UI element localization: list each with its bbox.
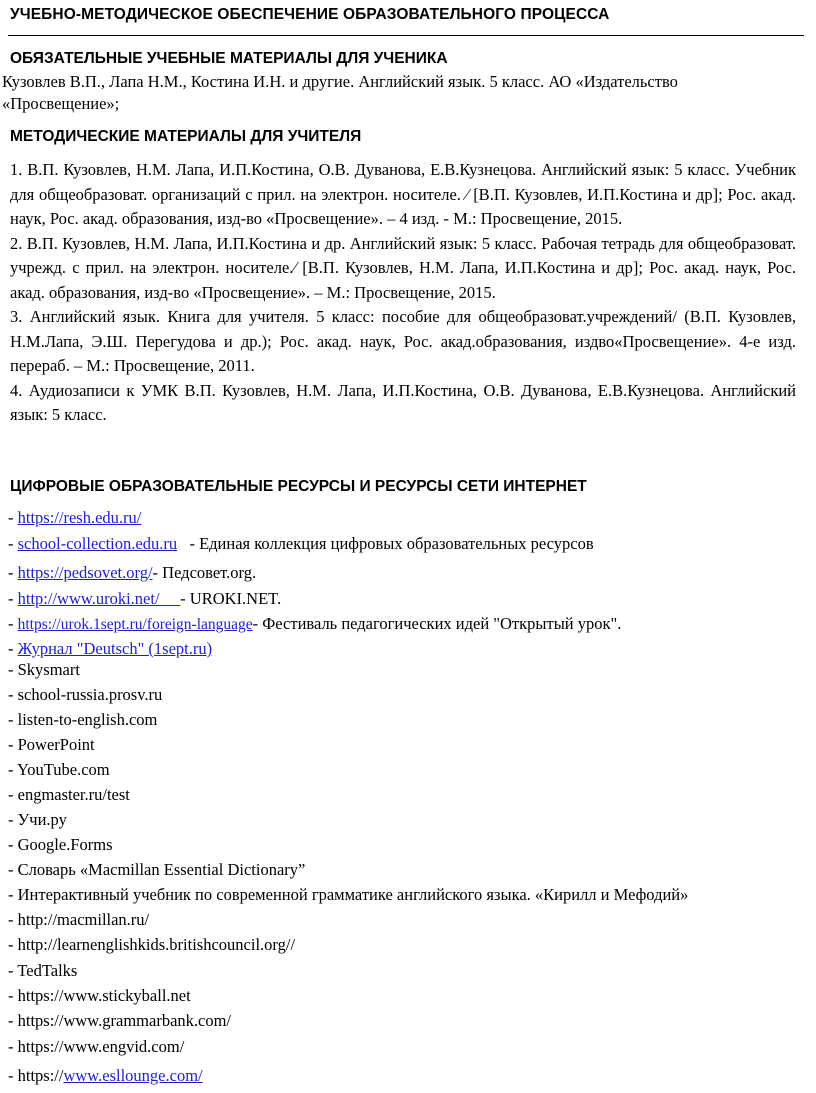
resource-item: - Skysmart	[8, 660, 80, 679]
teacher-item-4: 4. Аудиозаписи к УМК В.П. Кузовлев, Н.М. Лапа, И.П.Костина, О.В. Дуванова, Е.В.Кузнецова. Английский язык: 5 класс.	[10, 380, 796, 424]
resource-item: - Словарь «Macmillan Essential Dictionary”	[8, 860, 306, 879]
esllounge-prefix: - https://	[8, 1066, 64, 1085]
deutsch-journal-link[interactable]: Журнал "Deutsch" (1sept.ru)	[17, 639, 213, 658]
resource-resh	[8, 508, 141, 528]
list-dash: -	[8, 589, 18, 608]
resource-item: - Интерактивный учебник по современной грамматике английского языка. «Кирилл и Мефодий»	[8, 885, 689, 904]
resource-deutsch-journal	[8, 639, 212, 659]
resource-item: - TedTalks	[8, 961, 78, 980]
list-dash: -	[8, 639, 18, 658]
student-materials-text: Кузовлев В.П., Лапа Н.М., Костина И.Н. и другие. Английский язык. 5 класс. АО «Издательство «Просвещение»;	[2, 72, 678, 113]
title-divider	[8, 35, 804, 36]
resource-item: - Учи.ру	[8, 810, 67, 829]
resource-item: - Google.Forms	[8, 835, 113, 854]
resource-item: - engmaster.ru/test	[8, 785, 130, 804]
resh-link[interactable]: https://resh.edu.ru/	[17, 508, 142, 527]
teacher-materials-list	[10, 158, 796, 428]
list-dash: -	[8, 508, 18, 527]
student-materials-heading: ОБЯЗАТЕЛЬНЫЕ УЧЕБНЫЕ МАТЕРИАЛЫ ДЛЯ УЧЕНИКА	[10, 50, 448, 67]
resource-item: - school-russia.prosv.ru	[8, 685, 163, 704]
resource-item: - YouTube.com	[8, 760, 110, 779]
teacher-item-1: 1. В.П. Кузовлев, Н.М. Лапа, И.П.Костина, О.В. Дуванова, Е.В.Кузнецова. Английский язык: 5 класс. Учебник для общеобразоват. организаций с прил. на электрон. носителе. ⁄ [В.П. Кузовлев, И.П.Костина и др]; Рос. акад. наук, Рос. акад. образования, изд-во «Просвещение». – 4 изд. - М.: Просвещение, 2015.	[10, 160, 796, 228]
list-dash: -	[8, 534, 18, 553]
resource-item: - https://www.grammarbank.com/	[8, 1011, 232, 1030]
resource-item: - PowerPoint	[8, 735, 95, 754]
uroki-desc: - UROKI.NET.	[180, 589, 282, 608]
resource-uroki	[8, 589, 281, 609]
resource-pedsovet	[8, 563, 256, 583]
school-collection-link[interactable]: school-collection.edu.ru	[17, 534, 178, 553]
resource-item: - listen-to-english.com	[8, 710, 158, 729]
list-dash: -	[8, 614, 18, 633]
teacher-materials-heading: МЕТОДИЧЕСКИЕ МАТЕРИАЛЫ ДЛЯ УЧИТЕЛЯ	[10, 128, 362, 145]
school-collection-desc: - Единая коллекция цифровых образовательных ресурсов	[177, 534, 594, 553]
pedsovet-desc: - Педсовет.org.	[152, 563, 257, 582]
resource-urok-1sept	[8, 614, 621, 634]
uroki-link[interactable]: http://www.uroki.net/	[17, 589, 181, 608]
digital-resources-heading: ЦИФРОВЫЕ ОБРАЗОВАТЕЛЬНЫЕ РЕСУРСЫ И РЕСУРСЫ СЕТИ ИНТЕРНЕТ	[10, 478, 587, 495]
esllounge-link[interactable]: www.esllounge.com/	[63, 1066, 203, 1085]
resource-item: - https://www.stickyball.net	[8, 986, 191, 1005]
resource-item: - http://macmillan.ru/	[8, 910, 150, 929]
teacher-item-3: 3. Английский язык. Книга для учителя. 5 класс: пособие для общеобразоват.учреждений/ (В.П. Кузовлев, Н.М.Лапа, Э.Ш. Перегудова и др.); Рос. акад. наук, Рос. акад.образования, издво«Просвещение». 4-е изд. перераб. – М.: Просвещение, 2011.	[10, 307, 796, 375]
list-dash: -	[8, 563, 18, 582]
urok-1sept-desc: - Фестиваль педагогических идей "Открытый урок".	[252, 614, 622, 633]
resource-item: - https://www.engvid.com/	[8, 1037, 185, 1056]
teacher-item-2: 2. В.П. Кузовлев, Н.М. Лапа, И.П.Костина и др. Английский язык: 5 класс. Рабочая тетрадь для общеобразоват. учрежд. с прил. на электрон. носителе.⁄ [В.П. Кузовлев, Н.М. Лапа, И.П.Костина и др]; Рос. акад. наук, Рос. акад. образования, изд-во «Просвещение». – М.: Просвещение, 2015.	[10, 233, 796, 302]
document-title: УЧЕБНО-МЕТОДИЧЕСКОЕ ОБЕСПЕЧЕНИЕ ОБРАЗОВАТЕЛЬНОГО ПРОЦЕССА	[10, 6, 610, 23]
resource-esllounge	[8, 1066, 203, 1086]
resource-school-collection	[8, 534, 594, 554]
urok-1sept-link[interactable]: https://urok.1sept.ru/foreign-language	[17, 616, 253, 633]
resource-item: - http://learnenglishkids.britishcouncil.org//	[8, 935, 296, 954]
pedsovet-link[interactable]: https://pedsovet.org/	[17, 563, 153, 582]
